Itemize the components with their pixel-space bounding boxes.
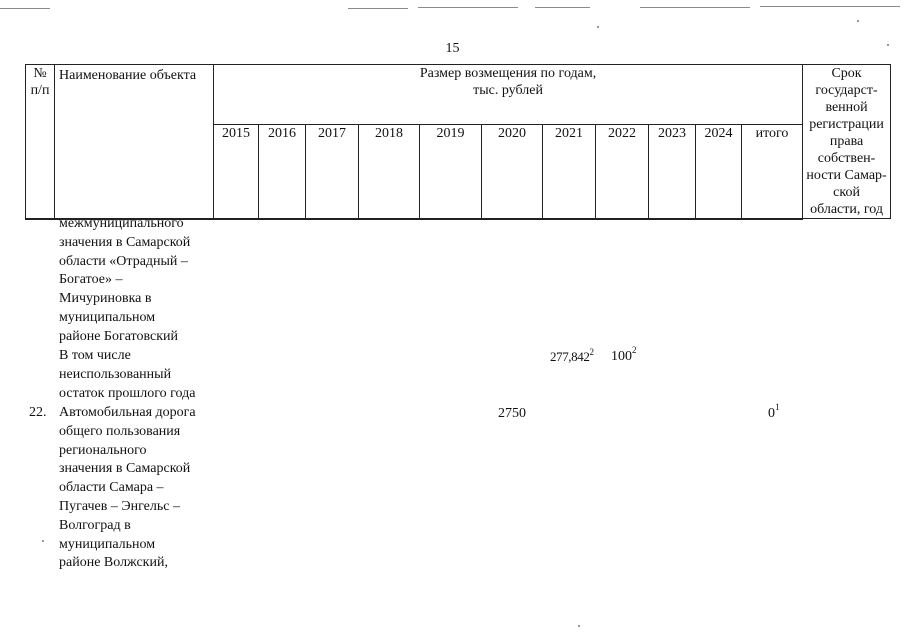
sub-entry-value-2021 <box>550 346 594 365</box>
header-number-cell <box>26 65 55 219</box>
year-header-2017: 2017 <box>306 124 359 218</box>
name-line: районе Волжский, <box>59 555 168 571</box>
footnote-mark: 2 <box>632 345 637 356</box>
name-line: общего пользования <box>59 423 181 439</box>
term-line: регистрации <box>809 117 884 132</box>
name-line: муниципальном <box>59 536 156 552</box>
scan-line <box>0 8 50 9</box>
header-name-label: Наименование объекта <box>59 68 197 83</box>
scan-line <box>535 7 590 8</box>
name-line: остаток прошлого года <box>59 385 196 401</box>
name-line: значения в Самарской <box>59 234 191 250</box>
name-line: муниципальном <box>59 309 156 325</box>
header-table <box>25 64 891 220</box>
year-header-2022: 2022 <box>596 124 649 218</box>
name-line: области Самара – <box>59 480 164 496</box>
term-line: венной <box>825 100 868 115</box>
value-text: 100 <box>611 349 632 364</box>
name-line: регионального <box>59 442 147 458</box>
scan-speck <box>42 540 44 542</box>
year-header-2021: 2021 <box>543 124 596 218</box>
scan-speck <box>597 26 599 28</box>
header-term-cell <box>803 65 891 219</box>
header-compensation-cell <box>214 65 803 125</box>
name-line: значения в Самарской <box>59 461 191 477</box>
year-header-2023: 2023 <box>649 124 696 218</box>
scan-line <box>348 8 408 9</box>
scan-speck <box>857 20 859 22</box>
term-line: ности Самар- <box>806 168 887 183</box>
term-line: права <box>829 134 864 149</box>
entry-22-number: 22. <box>29 405 47 420</box>
value-text: 277,842 <box>550 349 590 364</box>
name-line: межмуниципального <box>59 216 184 231</box>
footnote-mark: 2 <box>589 346 594 357</box>
name-line: Волгоград в <box>59 517 131 533</box>
header-compensation-line2: тыс. рублей <box>473 83 543 98</box>
header-name-cell <box>55 65 214 219</box>
year-header-2024: 2024 <box>696 124 742 218</box>
term-line: ской <box>833 185 860 200</box>
scan-line <box>760 6 900 7</box>
scan-speck <box>578 625 580 627</box>
term-line: государст- <box>815 83 878 98</box>
name-line: районе Богатовский <box>59 328 179 344</box>
name-line: Пугачев – Энгельс – <box>59 498 180 514</box>
term-line: собствен- <box>817 151 876 166</box>
page-number: 15 <box>445 41 460 56</box>
entry-22-name <box>59 404 196 573</box>
scan-line <box>418 7 518 8</box>
scan-line <box>640 7 750 8</box>
year-header-2020: 2020 <box>482 124 543 218</box>
continued-entry-name <box>59 215 190 347</box>
year-header-2019: 2019 <box>420 124 482 218</box>
entry-22-value-2020: 2750 <box>498 406 526 421</box>
header-number-label: № п/п <box>30 66 50 98</box>
sub-entry-name <box>59 347 195 403</box>
value-text: 0 <box>768 406 775 421</box>
term-line: Срок <box>831 66 862 81</box>
entry-22-value-total <box>768 402 780 422</box>
term-line: области, год <box>810 202 883 217</box>
name-line: Мичуриновка в <box>59 291 152 307</box>
header-compensation-line1: Размер возмещения по годам, <box>419 66 597 81</box>
name-line: области «Отрадный – <box>59 253 188 269</box>
name-line: Автомобильная дорога <box>59 405 196 420</box>
name-line: неиспользованный <box>59 366 172 382</box>
year-header-total: итого <box>742 124 803 218</box>
year-header-2018: 2018 <box>359 124 420 218</box>
name-line: Богатое» – <box>59 272 123 288</box>
year-header-2015: 2015 <box>214 124 259 218</box>
sub-entry-value-2022 <box>611 345 637 365</box>
footnote-mark: 1 <box>775 402 780 413</box>
year-header-2016: 2016 <box>259 124 306 218</box>
name-line: В том числе <box>59 348 131 363</box>
